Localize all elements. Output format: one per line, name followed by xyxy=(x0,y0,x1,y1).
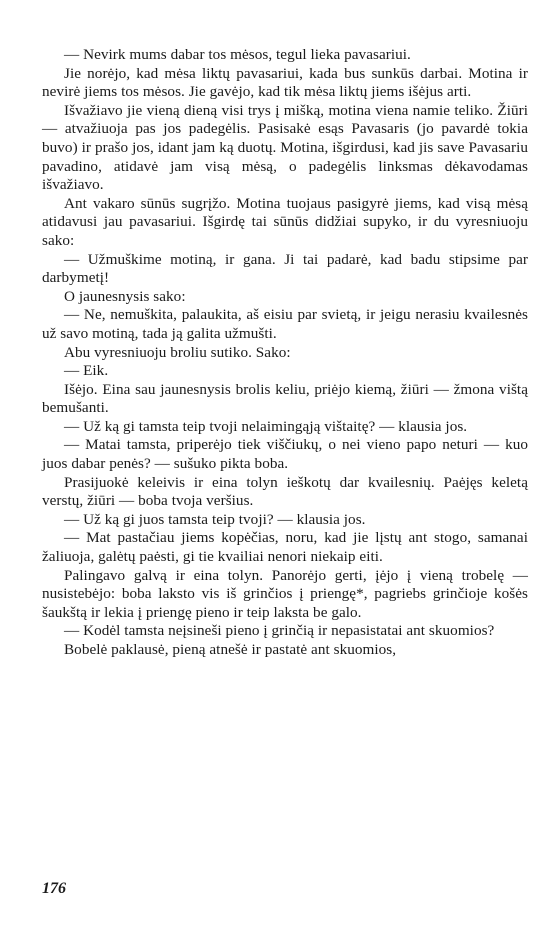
paragraph: — Eik. xyxy=(64,362,109,380)
paragraph: — Nevirk mums dabar tos mėsos, tegul lieka pavasariui. xyxy=(64,46,411,63)
paragraph: Bobelė paklausė, pieną atnešė ir pastatė ant skuomios, xyxy=(64,641,397,658)
paragraph: Ant vakaro sūnūs sugrįžo. Motina tuojaus pasigyrė jiems, kad visą mėsą atidavusi jau pavasariui. Išgirdę tai sūnūs didžiai supyko, ir du vyresniuoju sako: xyxy=(42,194,528,249)
page-body xyxy=(42,46,528,660)
paragraph: O jaunesnysis sako: xyxy=(64,287,186,305)
paragraph: — Užmuškime motiną, ir gana. Ji tai padarė, kad badu stipsime par darbymetį! xyxy=(42,250,528,287)
paragraph: — Matai tamsta, priperėjo tiek viščiukų, o nei vieno papo neturi — kuo juos dabar penės? — sušuko pikta boba. xyxy=(42,436,528,473)
page-number: 176 xyxy=(42,880,66,897)
paragraph: — Už ką gi tamsta teip tvoji nelaimingąją vištaitę? — klausia jos. xyxy=(64,417,468,435)
paragraph: — Kodėl tamsta neįsineši pieno į grinčią ir nepasistatai ant skuomios? xyxy=(64,622,495,640)
paragraph: Abu vyresniuoju broliu sutiko. Sako: xyxy=(64,343,291,361)
paragraph: Išvažiavo jie vieną dieną visi trys į mišką, motina viena namie teliko. Žiūri — atvažiuoja pas jos padegėlis. Pasisakė esąs Pavasaris (jo pavardė tokia buvo) ir prašo jos, idant jam ką duotų. Motina, išgirdusi, kad jis save Pavasariu pavadino, atidavė jam visą mėsą, o padegėlis linksmas dėkavodamas išvažiavo. xyxy=(42,101,528,194)
paragraph: — Už ką gi juos tamsta teip tvoji? — klausia jos. xyxy=(64,510,366,528)
paragraph: — Mat pastačiau jiems kopėčias, noru, kad jie lįstų ant stogo, samanai žaliuoja, galėtų paėsti, gi tie kvailiai nenori niekaip eiti. xyxy=(42,529,528,566)
paragraph: Palingavo galvą ir eina tolyn. Panorėjo gerti, įėjo į vieną trobelę — nusistebėjo: boba laksto vis iš grinčios į priengę*, pagriebs grinčioje košės šaukštą ir lekia į priengę pieno ir teip laksta be galo. xyxy=(42,566,528,621)
paragraph: — Ne, nemuškita, palaukita, aš eisiu par svietą, ir jeigu nerasiu kvailesnės už savo motiną, tada ją galita užmušti. xyxy=(42,306,528,342)
paragraph: Jie norėjo, kad mėsa liktų pavasariui, kada bus sunkūs darbai. Motina ir nevirė jiems tos mėsos. Jie gavėjo, kad tik mėsa liktų jiems išėjus arti. xyxy=(42,64,528,101)
paragraph: Prasijuokė keleivis ir eina tolyn ieškotų dar kvailesnių. Paėjęs keletą verstų, žiūri — boba tvoja veršius. xyxy=(42,473,528,510)
paragraph: Išėjo. Eina sau jaunesnysis brolis keliu, priėjo kiemą, žiūri — žmona vištą bemušanti. xyxy=(42,380,528,417)
